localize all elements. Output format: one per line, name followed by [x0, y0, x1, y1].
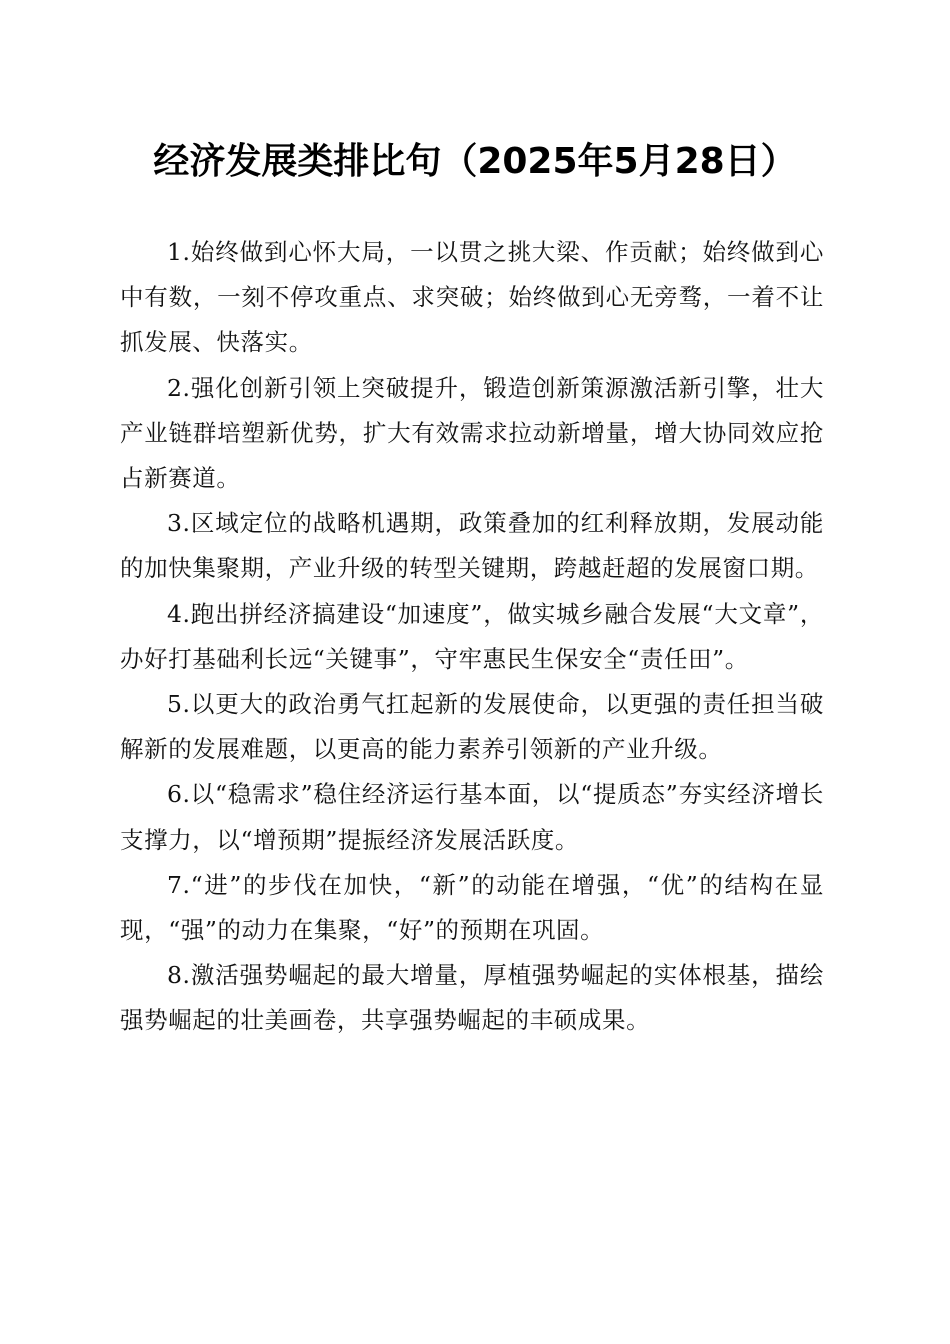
paragraph-6: 6.以“稳需求”稳住经济运行基本面，以“提质态”夯实经济增长支撑力，以“增预期”提振经济发展活跃度。: [120, 780, 824, 854]
paragraph-8: 8.激活强势崛起的最大增量，厚植强势崛起的实体根基，描绘强势崛起的壮美画卷，共享强势崛起的丰硕成果。: [120, 961, 824, 1035]
paragraph-4: 4.跑出拼经济搞建设“加速度”，做实城乡融合发展“大文章”，办好打基础利长远“关键事”，守牢惠民生保安全“责任田”。: [120, 599, 824, 673]
paragraph-5: 5.以更大的政治勇气扛起新的发展使命，以更强的责任担当破解新的发展难题，以更高的能力素养引领新的产业升级。: [120, 690, 824, 764]
document-body: [120, 230, 824, 1044]
paragraph-7: 7.“进”的步伐在加快，“新”的动能在增强，“优”的结构在显现，“强”的动力在集聚，“好”的预期在巩固。: [120, 870, 824, 945]
paragraph-1: 1.始终做到心怀大局，一以贯之挑大梁、作贡献；始终做到心中有数，一刻不停攻重点、求突破；始终做到心无旁骛，一着不让抓发展、快落实。: [120, 238, 824, 357]
paragraph-2: 2.强化创新引领上突破提升，锻造创新策源激活新引擎，壮大产业链群培塑新优势，扩大有效需求拉动新增量，增大协同效应抢占新赛道。: [120, 373, 824, 493]
document-title: 经济发展类排比句（2025年5月28日）: [153, 141, 797, 182]
paragraph-3: 3.区域定位的战略机遇期，政策叠加的红利释放期，发展动能的加快集聚期，产业升级的转型关键期，跨越赶超的发展窗口期。: [120, 509, 824, 583]
